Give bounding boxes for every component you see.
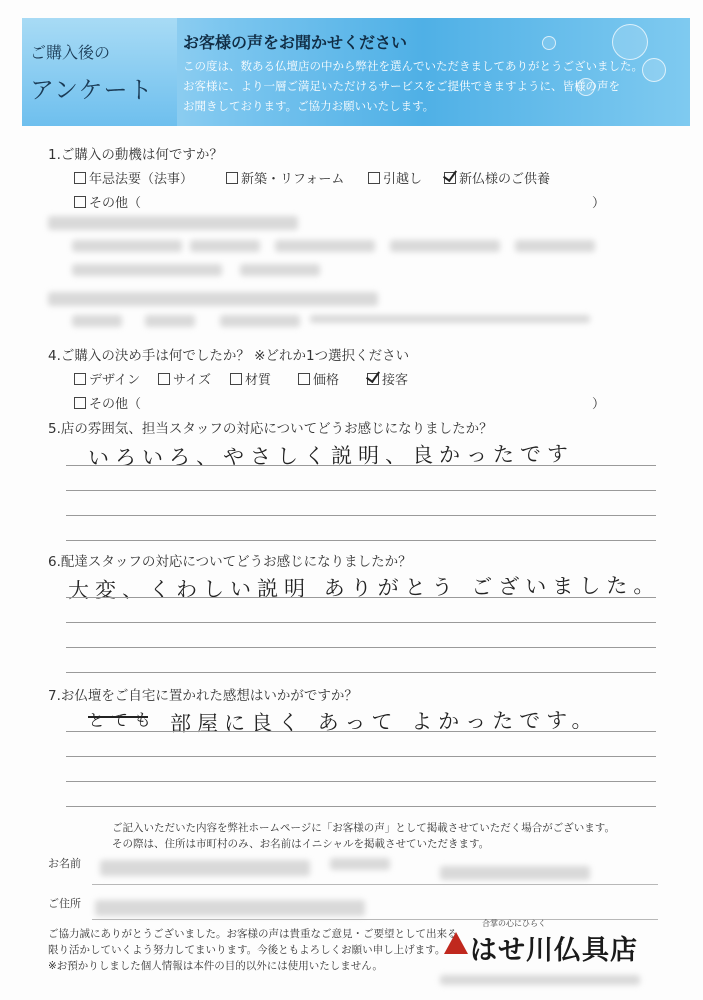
q7-struck-word: とても: [87, 710, 158, 732]
store-logo: はせ川仏具店: [470, 935, 638, 966]
privacy-note: ※お預かりしました個人情報は本件の目的以外には使用いたしません。: [48, 960, 383, 972]
logo-tagline: 合掌の心にひらく: [482, 919, 546, 928]
checkbox[interactable]: [74, 397, 86, 409]
answer-rule: [66, 647, 656, 648]
redacted-option: [72, 264, 222, 276]
redacted-name: [440, 866, 590, 880]
bubble-decoration: [612, 24, 648, 60]
redacted-address: [95, 900, 365, 916]
q4-question: 4.ご購入の決め手は何でしたか？ ※どれか1つ選択ください: [48, 348, 410, 364]
strikethrough: [88, 716, 148, 718]
redacted-option: [240, 264, 320, 276]
banner-heading: お客様の声をお聞かせください: [183, 33, 408, 52]
q4-option[interactable]: 価格: [298, 369, 339, 388]
answer-rule: [66, 465, 656, 466]
intro-line: この度は、数ある仏壇店の中から弊社を選んでいただきましてありがとうございました。: [183, 59, 643, 73]
address-line: [92, 919, 658, 920]
checkbox[interactable]: [230, 373, 242, 385]
q4-other[interactable]: その他（: [74, 393, 141, 412]
paren-close: ）: [592, 196, 606, 211]
q1-option-checked[interactable]: 新仏様のご供養: [444, 168, 550, 187]
answer-rule: [66, 490, 656, 491]
checkbox-checked[interactable]: [367, 373, 379, 385]
answer-rule: [66, 731, 656, 732]
answer-rule: [66, 806, 656, 807]
q6-question: 6.配達スタッフの対応についてどうお感じになりましたか？: [48, 554, 412, 570]
redacted-question: [48, 216, 298, 230]
redacted-question: [48, 292, 378, 306]
redacted-option: [220, 315, 300, 327]
redacted-option: [145, 315, 195, 327]
thanks-note: 限り活かしていくよう努力してまいります。今後ともよろしくお願い申し上げます。: [48, 944, 446, 956]
name-line: [92, 884, 658, 885]
answer-rule: [66, 781, 656, 782]
answer-rule: [66, 515, 656, 516]
address-label: ご住所: [48, 897, 81, 910]
q1-option[interactable]: 新築・リフォーム: [226, 168, 344, 187]
q6-handwritten-answer: 大変、くわしい説明 ありがとう ございました。: [67, 573, 661, 603]
checkbox[interactable]: [226, 172, 238, 184]
answer-rule: [66, 672, 656, 673]
answer-rule: [66, 540, 656, 541]
intro-line: お聞きしております。ご協力お願いいたします。: [183, 99, 435, 113]
q4-option[interactable]: デザイン: [74, 369, 140, 388]
redacted-option: [190, 240, 260, 252]
q7-question: 7.お仏壇をご自宅に置かれた感想はいかがですか？: [48, 688, 358, 704]
redacted-option: [390, 240, 500, 252]
bubble-decoration: [642, 58, 666, 82]
q1-option[interactable]: 年忌法要（法事）: [74, 168, 193, 187]
bubble-decoration: [542, 36, 556, 50]
redacted-name: [330, 858, 390, 870]
redacted-option: [310, 315, 590, 323]
answer-rule: [66, 756, 656, 757]
survey-title-line1: ご購入後の: [30, 43, 111, 62]
q4-option[interactable]: 材質: [230, 369, 271, 388]
checkbox[interactable]: [74, 373, 86, 385]
intro-line: お客様に、より一層ご満足いただけるサービスをご提供できますように、皆様の声を: [183, 79, 620, 93]
redacted-option: [275, 240, 375, 252]
redacted-store-info: [440, 975, 640, 985]
q1-question: 1.ご購入の動機は何ですか？: [48, 147, 223, 163]
name-label: お名前: [48, 857, 81, 870]
checkbox-checked[interactable]: [444, 172, 456, 184]
q4-option[interactable]: サイズ: [158, 369, 211, 388]
q7-handwritten-answer: 部屋に良く あって よかったです。: [169, 708, 599, 736]
q5-question: 5.店の雰囲気、担当スタッフの対応についてどうお感じになりましたか？: [48, 421, 493, 437]
checkbox[interactable]: [74, 172, 86, 184]
redacted-option: [72, 240, 182, 252]
redacted-option: [515, 240, 595, 252]
paren-close: ）: [592, 397, 606, 412]
redacted-name: [100, 860, 310, 876]
thanks-note: ご協力誠にありがとうございました。お客様の声は貴重なご意見・ご要望として出来る: [48, 928, 458, 940]
checkbox[interactable]: [368, 172, 380, 184]
publish-notice: ご記入いただいた内容を弊社ホームページに「お客様の声」として掲載させていただく場合がございます。: [112, 822, 615, 834]
survey-title-line2: アンケート: [30, 76, 154, 104]
checkbox[interactable]: [298, 373, 310, 385]
logo-mark-icon: [444, 932, 468, 954]
checkbox[interactable]: [74, 196, 86, 208]
publish-notice: その際は、住所は市町村のみ、お名前はイニシャルを掲載させていただきます。: [112, 838, 490, 850]
redacted-option: [72, 315, 122, 327]
q1-other[interactable]: その他（: [74, 192, 141, 211]
checkbox[interactable]: [158, 373, 170, 385]
q1-option[interactable]: 引越し: [368, 168, 422, 187]
q4-option-checked[interactable]: 接客: [367, 369, 408, 388]
q5-handwritten-answer: いろいろ、やさしく説明、良かったです: [87, 441, 575, 471]
answer-rule: [66, 622, 656, 623]
answer-rule: [66, 597, 656, 598]
